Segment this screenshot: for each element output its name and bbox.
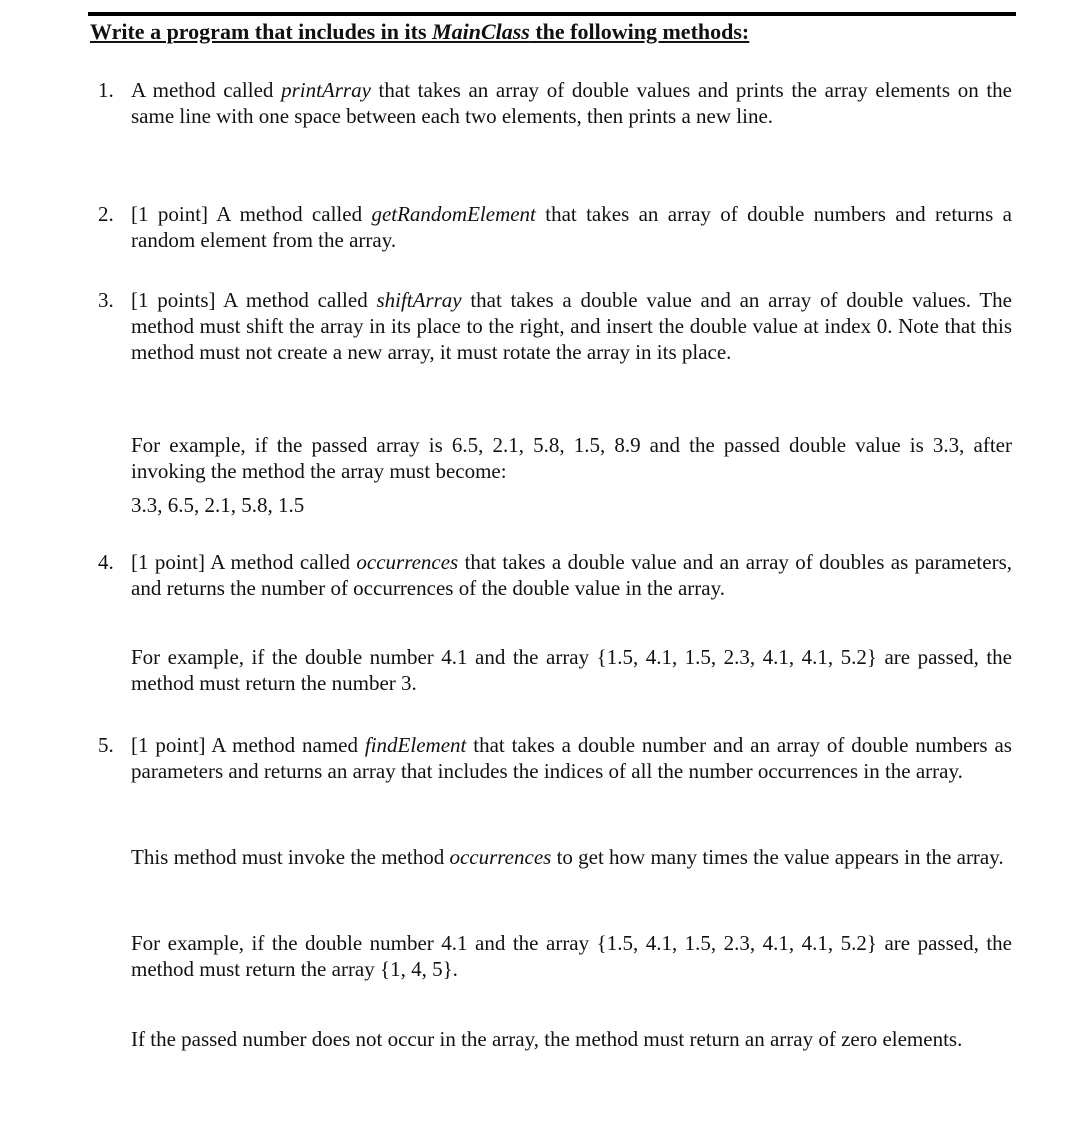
top-rule (88, 12, 1016, 16)
example-text: For example, if the double number 4.1 and the array {1.5, 4.1, 1.5, 2.3, 4.1, 4.1, 5.2} are passed, the method must return the array {1, 4, 5}. (131, 931, 1012, 981)
empty-case-text: If the passed number does not occur in the array, the method must return an array of zero elements. (131, 1027, 963, 1051)
method-name: occurrences (449, 845, 552, 869)
item-number: 1. (98, 78, 114, 102)
item-number: 3. (98, 288, 114, 312)
page-title (90, 19, 749, 45)
item-text: [1 points] A method called shiftArray that takes a double value and an array of double values. The method must shift the array in its place to the right, and insert the double value at index 0. Note that this method must not create a new array, it must rotate the array in its place. (131, 288, 1012, 364)
example-text: For example, if the passed array is 6.5, 2.1, 5.8, 1.5, 8.9 and the passed double value is 3.3, after invoking the method the array must become: (131, 433, 1012, 483)
item-text: [1 point] A method called getRandomElement that takes an array of double numbers and returns a random element from the array. (131, 202, 1013, 252)
item-text: [1 point] A method named findElement that takes a double number and an array of double numbers as parameters and returns an array that includes the indices of all the number occurrences in the array. (131, 733, 1012, 783)
item-number: 4. (98, 550, 114, 574)
method-name: occurrences (356, 550, 459, 574)
title-suffix: the following methods: (529, 19, 750, 44)
method-name: printArray (281, 78, 371, 102)
method-name: shiftArray (376, 288, 462, 312)
item-text: [1 point] A method called occurrences that takes a double value and an array of doubles as parameters, and returns the number of occurrences of the double value in the array. (131, 550, 1012, 600)
item-text: A method called printArray that takes an array of double values and prints the array elements on the same line with one space between each two elements, then prints a new line. (131, 78, 1012, 128)
title-prefix: Write a program that includes in its (90, 19, 433, 44)
method-name: findElement (364, 733, 467, 757)
example-result: 3.3, 6.5, 2.1, 5.8, 1.5 (131, 493, 305, 517)
note-text: This method must invoke the method occurrences to get how many times the value appears in the array. (131, 845, 1004, 869)
title-class-name: MainClass (432, 19, 530, 44)
item-number: 5. (98, 733, 114, 757)
method-name: getRandomElement (371, 202, 536, 226)
item-number: 2. (98, 202, 114, 226)
example-text: For example, if the double number 4.1 and the array {1.5, 4.1, 1.5, 2.3, 4.1, 4.1, 5.2} are passed, the method must return the number 3. (131, 645, 1012, 695)
